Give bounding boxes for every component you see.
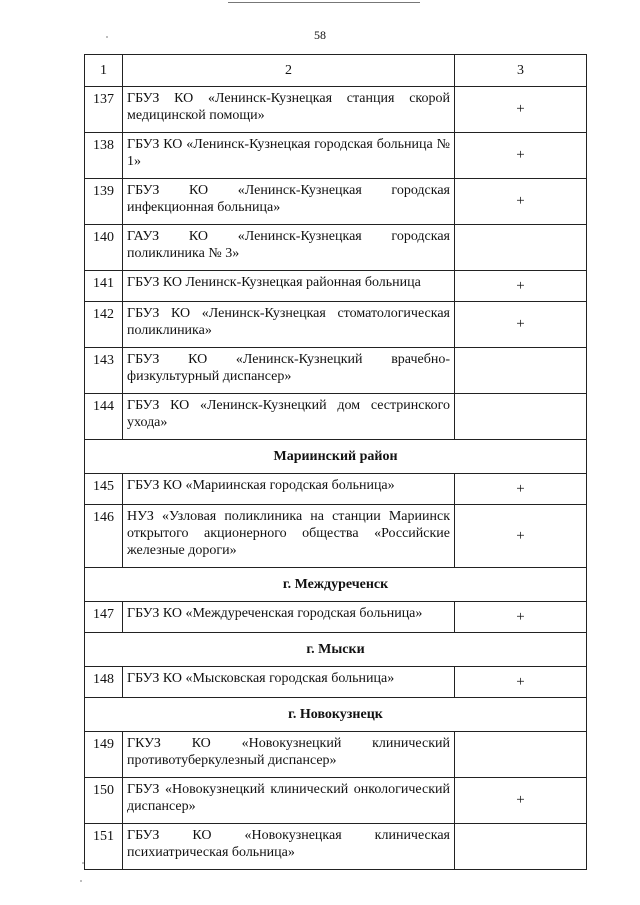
table-row (85, 732, 587, 778)
facility-name: ГБУЗ КО Ленинск-Кузнецкая районная больница (123, 271, 455, 302)
header-col-2: 2 (123, 55, 455, 87)
section-row (85, 568, 587, 602)
facility-name: ГБУЗ КО «Ленинск-Кузнецкий врачебно-физкультурный диспансер» (123, 348, 455, 394)
header-col-3: 3 (455, 55, 587, 87)
section-row (85, 698, 587, 732)
row-number: 146 (85, 505, 123, 568)
facility-name: ГАУЗ КО «Ленинск-Кузнецкая городская поликлиника № 3» (123, 225, 455, 271)
inclusion-mark (455, 732, 587, 778)
inclusion-mark: + (455, 179, 587, 225)
inclusion-mark: + (455, 778, 587, 824)
section-title: Мариинский район (85, 440, 587, 474)
row-number: 141 (85, 271, 123, 302)
row-number: 143 (85, 348, 123, 394)
table-row (85, 133, 587, 179)
table-row (85, 394, 587, 440)
header-col-1: 1 (85, 55, 123, 87)
inclusion-mark (455, 824, 587, 870)
facility-name: ГБУЗ КО «Ленинск-Кузнецкая станция скорой медицинской помощи» (123, 87, 455, 133)
inclusion-mark: + (455, 302, 587, 348)
inclusion-mark: + (455, 602, 587, 633)
page-number: 58 (314, 28, 326, 42)
top-rule (228, 2, 420, 3)
row-number: 142 (85, 302, 123, 348)
inclusion-mark: + (455, 474, 587, 505)
facility-name: ГБУЗ КО «Мариинская городская больница» (123, 474, 455, 505)
table-row (85, 87, 587, 133)
inclusion-mark (455, 394, 587, 440)
row-number: 147 (85, 602, 123, 633)
facility-name: ГБУЗ КО «Ленинск-Кузнецкая городская инфекционная больница» (123, 179, 455, 225)
row-number: 144 (85, 394, 123, 440)
table-row (85, 505, 587, 568)
row-number: 139 (85, 179, 123, 225)
facility-name: ГБУЗ «Новокузнецкий клинический онкологический диспансер» (123, 778, 455, 824)
row-number: 140 (85, 225, 123, 271)
facility-name: ГБУЗ КО «Междуреченская городская больница» (123, 602, 455, 633)
table-row (85, 602, 587, 633)
section-title: г. Мыски (85, 633, 587, 667)
inclusion-mark: + (455, 133, 587, 179)
table-row (85, 179, 587, 225)
row-number: 150 (85, 778, 123, 824)
inclusion-mark: + (455, 667, 587, 698)
row-number: 145 (85, 474, 123, 505)
table-row (85, 667, 587, 698)
section-row (85, 633, 587, 667)
row-number: 137 (85, 87, 123, 133)
table-row (85, 778, 587, 824)
section-title: г. Междуреченск (85, 568, 587, 602)
inclusion-mark: + (455, 505, 587, 568)
table-row (85, 271, 587, 302)
section-row (85, 440, 587, 474)
row-number: 148 (85, 667, 123, 698)
facility-table (84, 54, 587, 870)
section-title: г. Новокузнецк (85, 698, 587, 732)
facility-name: ГБУЗ КО «Мысковская городская больница» (123, 667, 455, 698)
scan-speck (80, 880, 82, 882)
inclusion-mark: + (455, 271, 587, 302)
facility-name: ГКУЗ КО «Новокузнецкий клинический противотуберкулезный диспансер» (123, 732, 455, 778)
facility-name: ГБУЗ КО «Ленинск-Кузнецкая городская больница № 1» (123, 133, 455, 179)
table-row (85, 474, 587, 505)
scan-speck (106, 36, 108, 38)
facility-name: НУЗ «Узловая поликлиника на станции Мариинск открытого акционерного общества «Российские железные дороги» (123, 505, 455, 568)
row-number: 151 (85, 824, 123, 870)
table-row (85, 302, 587, 348)
inclusion-mark (455, 225, 587, 271)
row-number: 149 (85, 732, 123, 778)
table-header-row (85, 55, 587, 87)
facility-name: ГБУЗ КО «Ленинск-Кузнецкая стоматологическая поликлиника» (123, 302, 455, 348)
facility-name: ГБУЗ КО «Ленинск-Кузнецкий дом сестринского ухода» (123, 394, 455, 440)
facility-name: ГБУЗ КО «Новокузнецкая клиническая психиатрическая больница» (123, 824, 455, 870)
inclusion-mark: + (455, 87, 587, 133)
table-row (85, 225, 587, 271)
table-row (85, 824, 587, 870)
table-row (85, 348, 587, 394)
row-number: 138 (85, 133, 123, 179)
inclusion-mark (455, 348, 587, 394)
